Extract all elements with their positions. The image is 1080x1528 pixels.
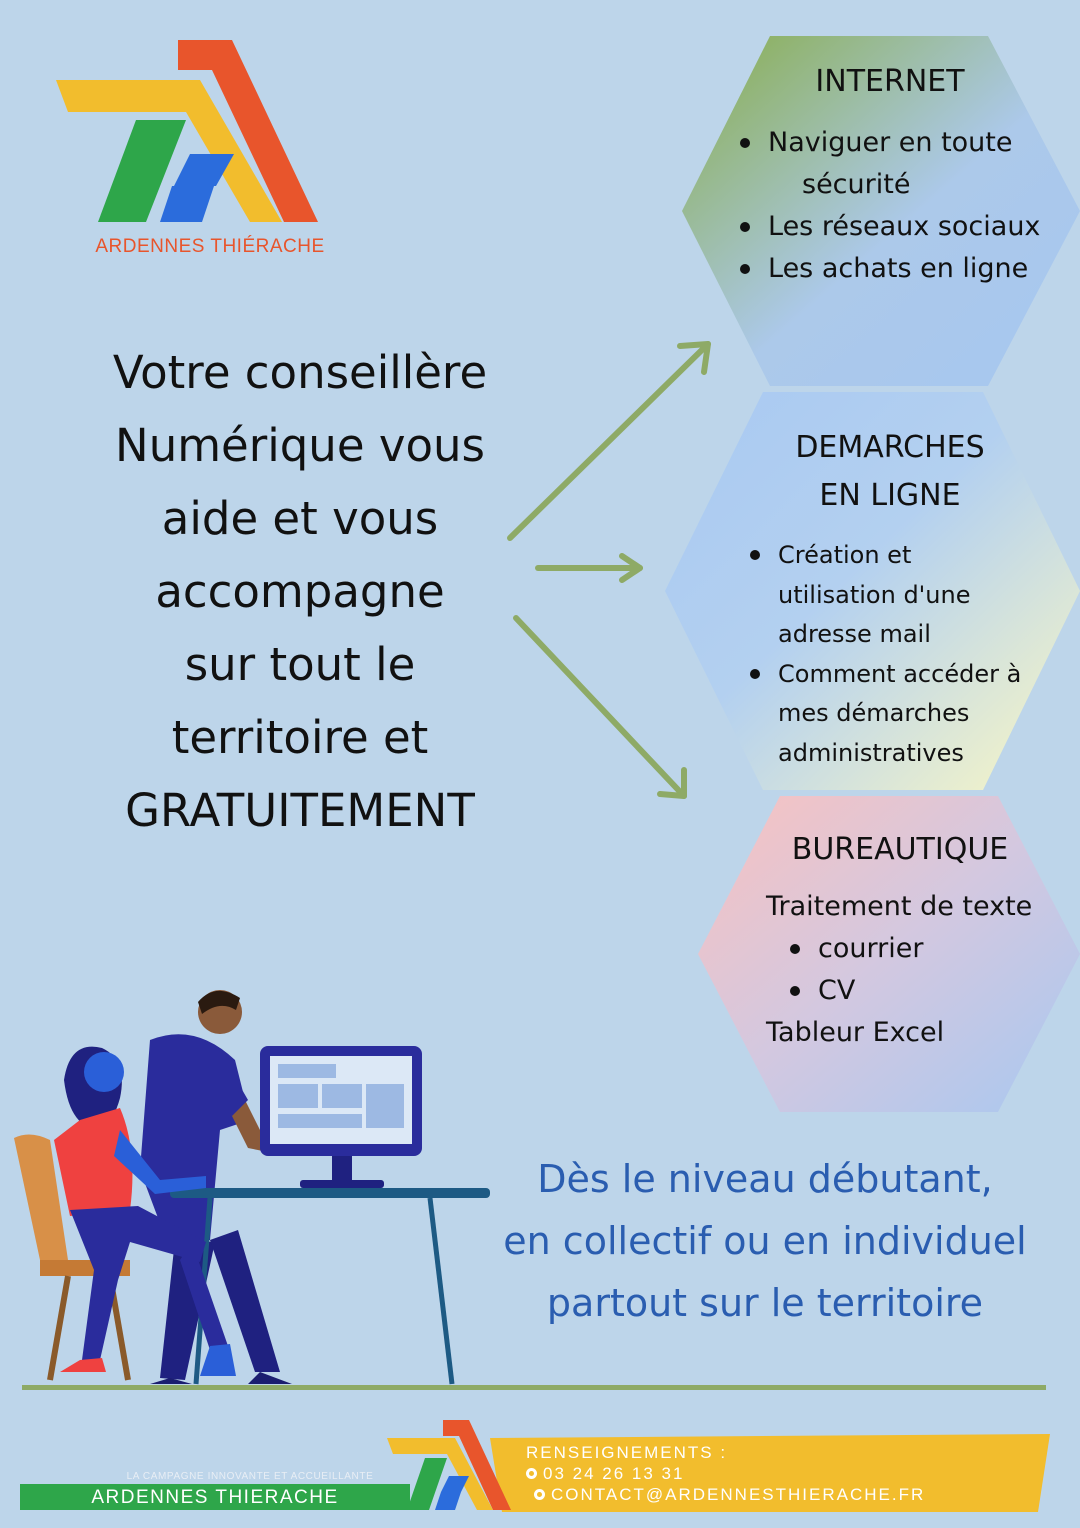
phone-number[interactable]: 03 24 26 13 31 (543, 1464, 685, 1483)
footer-contact (526, 1442, 1026, 1505)
bureautique-title: BUREAUTIQUE (791, 832, 1009, 867)
main-message-line: Numérique vous (115, 419, 485, 472)
list-item: Comment accéder à mes démarches administratives (746, 655, 1080, 774)
bottom-message-line: partout sur le territoire (546, 1281, 984, 1325)
list-item: Les achats en ligne (736, 248, 1080, 290)
main-message-line: territoire et (171, 711, 429, 764)
main-message-line: sur tout le (184, 638, 416, 691)
list-item: Naviguer en toute sécurité (736, 122, 1080, 206)
bureautique-content (720, 826, 1080, 1054)
internet-content (700, 58, 1080, 290)
contact-heading: RENSEIGNEMENTS : (526, 1443, 728, 1462)
bottom-message (500, 1148, 1030, 1334)
main-message-line: Votre conseillère (112, 346, 488, 399)
ardennes-thierache-logo (50, 36, 350, 236)
main-message (60, 336, 540, 847)
list-item: Création et utilisation d'une adresse mail (746, 536, 1080, 655)
email-address[interactable]: CONTACT@ARDENNESTHIERACHE.FR (551, 1485, 926, 1504)
phone-icon (526, 1468, 537, 1479)
email-icon (534, 1489, 545, 1500)
bottom-message-line: en collectif ou en individuel (503, 1219, 1027, 1263)
people-at-computer-illustration (10, 980, 500, 1390)
ground-divider (22, 1385, 1046, 1390)
demarches-content (700, 424, 1080, 773)
footer-campaign-text: LA CAMPAGNE INNOVANTE ET ACCUEILLANTE (126, 1471, 374, 1482)
bottom-message-line: Dès le niveau débutant, (537, 1157, 993, 1201)
list-item: courrier (786, 928, 1080, 970)
main-message-line: accompagne (155, 565, 445, 618)
demarches-title: DEMARCHES EN LIGNE (795, 430, 985, 513)
footer-brand-text: ARDENNES THIERACHE (91, 1487, 339, 1508)
main-message-line: aide et vous (161, 492, 439, 545)
main-message-line: GRATUITEMENT (125, 784, 475, 837)
footer-logo (385, 1418, 515, 1512)
arrow-to-bureautique (516, 618, 684, 796)
list-item: Les réseaux sociaux (736, 206, 1080, 248)
bureautique-line: Tableur Excel (766, 1017, 945, 1048)
list-item: CV (786, 970, 1080, 1012)
logo-brand-text: ARDENNES THIÉRACHE (95, 236, 325, 257)
bureautique-line: Traitement de texte (766, 891, 1033, 922)
internet-title: INTERNET (815, 64, 965, 99)
